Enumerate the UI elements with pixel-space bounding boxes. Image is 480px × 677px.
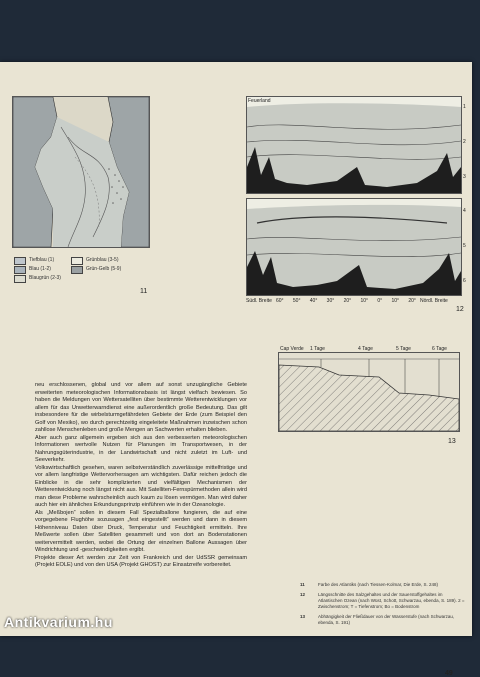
figure-13-label: 1 Tage xyxy=(310,346,325,352)
body-text xyxy=(35,382,247,570)
atlantic-map-illustration xyxy=(13,97,149,247)
figure-11-map xyxy=(12,96,150,248)
figure-13-label: 5 Tage xyxy=(396,346,411,352)
legend-swatch xyxy=(71,266,83,274)
body-paragraph: Aber auch ganz allgemein ergeben sich aus den verbesserten meteorologischen Informationen wertvolle Nutzen für Planungen im Transportwesen, in der Nahrungsgüterindustrie, in der Landwirtschaft und nicht zuletzt im Luft- und Seeverkehr. xyxy=(35,434,247,463)
depth-tick: 2 xyxy=(463,138,466,145)
caption-item xyxy=(300,614,465,626)
legend-item xyxy=(14,265,61,274)
legend-label: Grün-Gelb (5-9) xyxy=(85,266,122,272)
figure-13-label: 6 Tage xyxy=(432,346,447,352)
figure-captions xyxy=(300,582,465,630)
lat-tick: 40° xyxy=(309,298,318,304)
legend-item xyxy=(14,274,61,283)
caption-number: 13 xyxy=(300,614,306,619)
depth-tick: 3 xyxy=(463,173,466,180)
depth-tick: 5 xyxy=(463,243,466,250)
figure-11-number: 11 xyxy=(140,288,148,295)
caption-item xyxy=(300,582,465,588)
legend-swatch xyxy=(71,257,83,265)
body-paragraph: Volkswirtschaftlich gesehen, waren selbstverständlich zuverlässige mittelfristige und vor allem langfristige Wettervorhersagen am wichtigsten. Dafür reichen jedoch die Einblicke in die sehr komplizierten und vielfältigen Mechanismen der Wetterentwicklung noch längst nicht aus. Mit Satelliten-Fernspürmethoden allein wird man diese Probleme wahrscheinlich auch kaum zu lösen vermögen. Man wird daher auch hier ein ähnliches Erkundungsprinzip einführen wie in der Ozeanologie. xyxy=(35,464,247,508)
caption-number: 11 xyxy=(300,582,305,587)
lat-tick: 10° xyxy=(391,298,400,304)
lat-tick: 60° xyxy=(276,298,284,304)
watermark: Antikvarium.hu xyxy=(4,614,113,630)
lat-tick: 50° xyxy=(292,298,301,304)
legend-label: Blaugrün (2-3) xyxy=(29,275,61,281)
legend-item xyxy=(71,265,121,274)
flow-duration-illustration xyxy=(279,353,459,431)
oxygen-section-illustration xyxy=(247,199,461,295)
depth-tick: 1 xyxy=(463,104,466,110)
legend-label: Grünblau (3-5) xyxy=(85,257,119,263)
body-paragraph: neu erschlossenen, global und vor allem auf sonst unzugängliche Gebiete erweiterten meteorologischen Informationsbasis ist längst vielfach bewiesen. So haben die Meldungen von Wettersatelliten über bestimmte Wetterentwicklungen vor allem für das Unwetterwarndienst eine außerordentlich große Bedeutung. Das gilt insbesondere für die wirbelsturmgefährdeten Gebiete der Erde (zum Beispiel den Golf von Mexiko), wo durch gerechtzeitig eingeleitete Maßnahmen inzwischen schon zahllose Menschenleben und große Mengen an Sachwerten erhalten blieben. xyxy=(35,382,247,433)
figure-13-label: 4 Tage xyxy=(358,346,373,352)
figure-12-lat-right-label: Nördl. Breite xyxy=(420,298,448,304)
lat-tick: 10° xyxy=(360,298,369,304)
figure-13-label: Cap Verde xyxy=(280,346,304,352)
legend-swatch xyxy=(14,275,26,283)
figure-12-depth-ticks xyxy=(463,104,466,284)
figure-13-diagram xyxy=(278,352,460,432)
legend-swatch xyxy=(14,266,26,274)
salinity-section-illustration xyxy=(247,97,461,193)
figure-12-section-bottom xyxy=(246,198,462,296)
lat-tick: 0° xyxy=(377,298,383,304)
body-paragraph: Als „Meßbojen“ sollen in diesem Fall Spezialballone fungieren, die auf eine vorgegebene Flughöhe sozusagen „fest eingestellt“ werden und dann in diesem Höhenniveau Daten über Druck, Temperatur und Feuchtigkeit ermitteln. Ihre Meßwerte sollen über Satelliten gesammelt und von dort an Bodenstationen weitervermittelt werden, wobei die Ortung der einzelnen Ballone Aussagen über Windrichtung und -geschwindigkeiten ergibt. xyxy=(35,509,247,553)
figure-12-lat-ticks xyxy=(276,298,416,304)
caption-text: Längsschnitte des Salzgehaltes und der Sauerstoffgehaltes im Atlantischen Ozean (nach Wüst, Schott, Schwarzau, ebenda, S. 189). 2 = Zwischenstrom; T = Tiefenstrom; Bo = Bodenstrom xyxy=(318,592,465,609)
depth-tick: 6 xyxy=(463,277,466,284)
book-page xyxy=(0,62,472,677)
body-paragraph: Projekte dieser Art werden zur Zeit von Frankreich und der UdSSR gemeinsam (Projekt EOLE) und von den USA (Projekt GHOST) zur Einsatzreife vorbereitet. xyxy=(35,554,247,568)
depth-tick: 4 xyxy=(463,208,466,215)
figure-12-top-label: Feuerland xyxy=(248,98,271,104)
legend-swatch xyxy=(14,257,26,265)
caption-text: Abhängigkeit der Fließdauer von der Wasserstufe (nach Schwarzau, ebenda, S. 191) xyxy=(318,614,455,625)
page-number: 49 xyxy=(445,670,453,677)
lat-tick: 30° xyxy=(326,298,335,304)
figure-12-number: 12 xyxy=(456,306,464,313)
caption-number: 12 xyxy=(300,592,306,597)
lat-tick: 20° xyxy=(343,298,352,304)
lat-tick: 20° xyxy=(408,298,416,304)
figure-13-number: 13 xyxy=(448,438,456,445)
legend-label: Tiefblau (1) xyxy=(29,257,55,263)
legend-label: Blau (1-2) xyxy=(29,266,51,272)
figure-12-lat-left-label: Südl. Breite xyxy=(246,298,272,304)
legend-item xyxy=(14,256,61,265)
legend-item xyxy=(71,256,121,265)
figure-12-section-top xyxy=(246,96,462,194)
figure-11-legend xyxy=(14,256,154,283)
caption-text: Farbe des Atlantiks (nach Tiessen-Kolmar, Die Erde, S. 248) xyxy=(318,582,439,587)
caption-item xyxy=(300,592,465,610)
